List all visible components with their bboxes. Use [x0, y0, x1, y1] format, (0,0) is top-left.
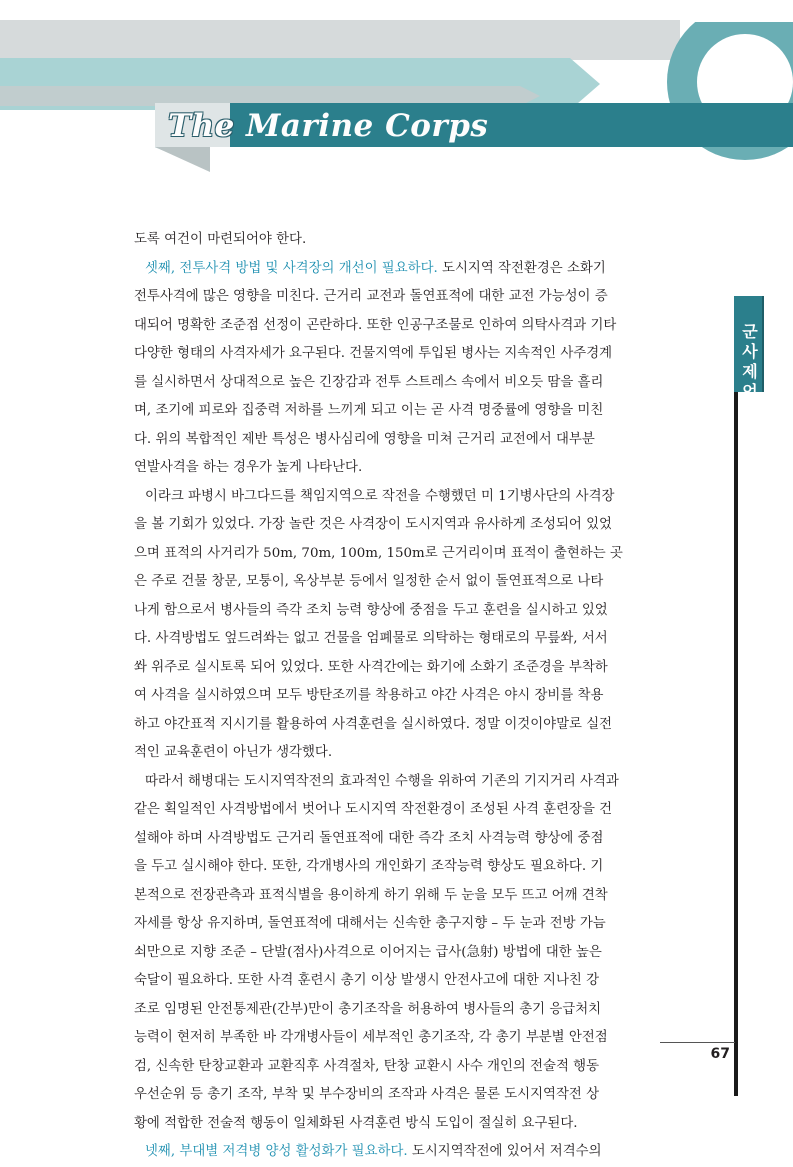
- body-line: [134, 283, 662, 312]
- body-line-text: 쇠만으로 지향 조준 – 단발(점사)사격으로 이어지는 급사(急射) 방법에 대한 높은: [134, 944, 602, 960]
- page-number: 67: [710, 1046, 730, 1062]
- body-line-text: 으며 표적의 사거리가 50m, 70m, 100m, 150m로 근거리이며 표적이 출현하는 곳: [134, 545, 623, 561]
- body-line: [134, 540, 662, 569]
- body-line: [134, 625, 662, 654]
- body-line: [134, 768, 662, 797]
- body-line-text: 도록 여건이 마련되어야 한다.: [134, 232, 307, 247]
- body-line-text: 을 두고 실시해야 한다. 또한, 각개병사의 개인화기 조작능력 향상도 필요하다. 기: [134, 859, 604, 874]
- body-line-text: 하고 야간표적 지시기를 활용하여 사격훈련을 실시하였다. 정말 이것이야말로 실전: [134, 716, 613, 732]
- body-line: [134, 312, 662, 341]
- body-line: [134, 654, 662, 683]
- body-line: [134, 1024, 662, 1053]
- body-line: [134, 397, 662, 426]
- body-line: [134, 454, 662, 483]
- body-line: [134, 739, 662, 768]
- body-line-text: 나게 함으로서 병사들의 즉각 조치 능력 향상에 중점을 두고 훈련을 실시하고 있었: [134, 602, 608, 618]
- body-line-text: 본적으로 전장관측과 표적식별을 용이하게 하기 위해 두 눈을 모두 뜨고 어깨 견착: [134, 887, 608, 903]
- body-line: [134, 568, 662, 597]
- body-line: [134, 853, 662, 882]
- body-line-text: 며, 조기에 피로와 집중력 저하를 느끼게 되고 이는 곧 사격 명중률에 영향을 미친: [134, 403, 604, 418]
- body-line-text: 같은 획일적인 사격방법에서 벗어나 도시지역 작전환경이 조성된 사격 훈련장을 건: [134, 802, 613, 817]
- body-line-text: 여 사격을 실시하였으며 모두 방탄조끼를 착용하고 야간 사격은 야시 장비를 착용: [134, 688, 604, 703]
- body-line: [134, 711, 662, 740]
- body-line-text: 조로 임명된 안전통제관(간부)만이 총기조작을 허용하여 병사들의 총기 응급처치: [134, 1001, 602, 1017]
- section-heading-inline: 넷째, 부대별 저격병 양성 활성화가 필요하다.: [145, 1144, 408, 1159]
- body-line: [134, 340, 662, 369]
- body-line: [134, 369, 662, 398]
- body-line-text: 전투사격에 많은 영향을 미친다. 근거리 교전과 돌연표적에 대한 교전 가능성이 증: [134, 289, 608, 304]
- side-tab-char: 군: [742, 322, 758, 341]
- body-line: [134, 682, 662, 711]
- body-line: [134, 967, 662, 996]
- body-line-text: 따라서 해병대는 도시지역작전의 효과적인 수행을 위하여 기존의 기지거리 사격과: [145, 773, 619, 789]
- section-heading-inline: 셋째, 전투사격 방법 및 사격장의 개선이 필요하다.: [145, 260, 438, 276]
- body-line: [134, 1138, 662, 1167]
- body-line: [134, 1081, 662, 1110]
- body-line: [134, 1053, 662, 1082]
- body-text: [134, 226, 662, 1167]
- body-line-text: 이라크 파병시 바그다드를 책임지역으로 작전을 수행했던 미 1기병사단의 사격장: [145, 488, 615, 504]
- body-line-text: 쏴 위주로 실시토록 되어 있었다. 또한 사격간에는 화기에 소화기 조준경을 부착하: [134, 659, 608, 675]
- side-tab-char: 사: [742, 342, 758, 361]
- body-line-text: 대되어 명확한 조준점 선정이 곤란하다. 또한 인공구조물로 인하여 의탁사격과 기타: [134, 317, 617, 333]
- body-line-text: 은 주로 건물 창문, 모퉁이, 옥상부분 등에서 일정한 순서 없이 돌연표적으로 나타: [134, 574, 604, 589]
- body-line: [134, 910, 662, 939]
- body-line-text: 다. 위의 복합적인 제반 특성은 병사심리에 영향을 미쳐 근거리 교전에서 대부분: [134, 431, 595, 447]
- body-line: [134, 882, 662, 911]
- side-tab-char: 언: [742, 382, 758, 401]
- body-line-text: 설해야 하며 사격방법도 근거리 돌연표적에 대한 즉각 조치 사격능력 향상에 중점: [134, 830, 604, 846]
- banner-title: [166, 104, 489, 148]
- body-line: [134, 796, 662, 825]
- header-banner: [0, 0, 793, 200]
- body-line-text: 도시지역작전에 있어서 저격수의: [407, 1144, 602, 1159]
- side-tab-label: [739, 322, 761, 402]
- body-line: [134, 597, 662, 626]
- body-line-text: 우선순위 등 총기 조작, 부착 및 부수장비의 조작과 사격은 물론 도시지역작전 상: [134, 1087, 600, 1102]
- body-line: [134, 939, 662, 968]
- body-line: [134, 255, 662, 284]
- body-line-text: 연발사격을 하는 경우가 높게 나타난다.: [134, 460, 363, 475]
- body-line-text: 검, 신속한 탄창교환과 교환직후 사격절차, 탄창 교환시 사수 개인의 전술적 행동: [134, 1058, 600, 1074]
- body-line-text: 를 실시하면서 상대적으로 높은 긴장감과 전투 스트레스 속에서 비오듯 땀을 흘리: [134, 374, 604, 390]
- body-line: [134, 825, 662, 854]
- banner-title-word1: The: [168, 108, 235, 144]
- body-line-text: 황에 적합한 전술적 행동이 일체화된 사격훈련 방식 도입이 절실히 요구된다.: [134, 1115, 578, 1131]
- body-line-text: 숙달이 필요하다. 또한 사격 훈련시 총기 이상 발생시 안전사고에 대한 지나친 강: [134, 973, 600, 988]
- body-line-text: 능력이 현저히 부족한 바 각개병사들이 세부적인 총기조작, 각 총기 부분별 안전점: [134, 1030, 608, 1045]
- side-tab-char: 제: [742, 362, 758, 381]
- body-line-text: 적인 교육훈련이 아닌가 생각했다.: [134, 745, 333, 760]
- body-line: [134, 226, 662, 255]
- page-number-rule: [660, 1042, 735, 1043]
- banner-title-word2: Marine Corps: [246, 108, 489, 144]
- body-line: [134, 483, 662, 512]
- side-tab: [734, 296, 764, 1096]
- body-line: [134, 996, 662, 1025]
- body-line-text: 다. 사격방법도 엎드려쏴는 없고 건물을 엄폐물로 의탁하는 형태로의 무릎쏴, 서서: [134, 631, 608, 646]
- body-line: [134, 511, 662, 540]
- body-line: [134, 426, 662, 455]
- body-line-text: 도시지역 작전환경은 소화기: [437, 260, 606, 276]
- body-line-text: 자세를 항상 유지하며, 돌연표적에 대해서는 신속한 총구지향 – 두 눈과 전방 가늠: [134, 916, 606, 931]
- body-line-text: 을 볼 기회가 있었다. 가장 놀란 것은 사격장이 도시지역과 유사하게 조성되어 있었: [134, 517, 612, 532]
- body-line-text: 다양한 형태의 사격자세가 요구된다. 건물지역에 투입된 병사는 지속적인 사주경계: [134, 346, 613, 361]
- body-line: [134, 1110, 662, 1139]
